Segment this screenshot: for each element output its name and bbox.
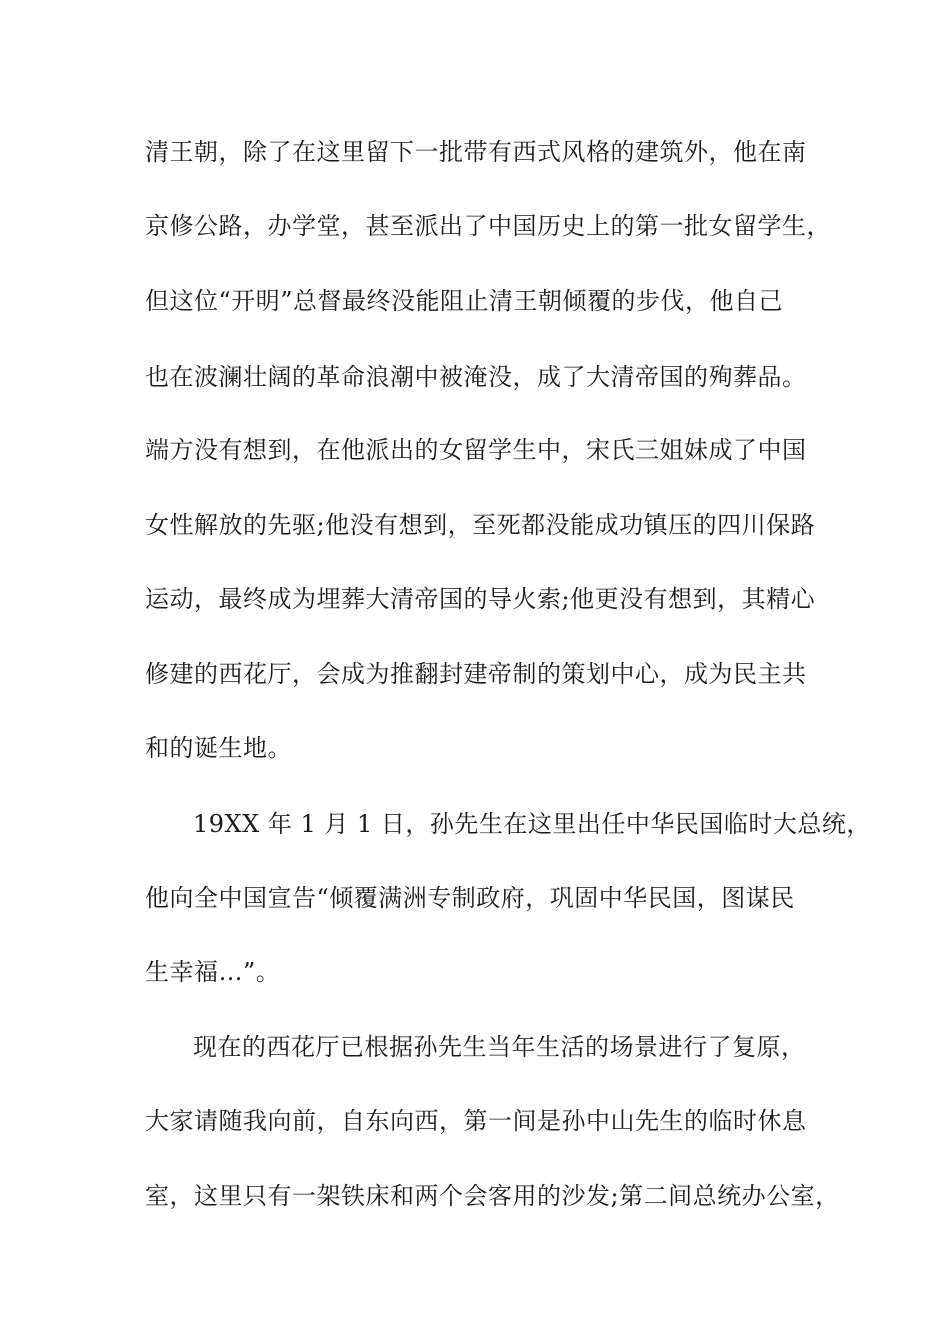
paragraph-line: 但这位“开明”总督最终没能阻止清王朝倾覆的步伐，他自己 [145, 287, 784, 315]
paragraph-line: 生幸福…”。 [145, 958, 281, 986]
paragraph-line: 现在的西花厅已根据孙先生当年生活的场景进行了复原， [193, 1033, 806, 1061]
paragraph-line: 端方没有想到，在他派出的女留学生中，宋氏三姐妹成了中国 [145, 436, 807, 464]
paragraph-line: 运动，最终成为埋葬大清帝国的导火索;他更没有想到，其精心 [145, 585, 816, 613]
paragraph-line: 19XX 年 1 月 1 日，孙先生在这里出任中华民国临时大总统， [193, 810, 871, 838]
paragraph-line: 室，这里只有一架铁床和两个会客用的沙发;第二间总统办公室， [145, 1182, 840, 1210]
paragraph-line: 清王朝，除了在这里留下一批带有西式风格的建筑外，他在南 [145, 138, 807, 166]
paragraph-line: 他向全中国宣告“倾覆满洲专制政府，巩固中华民国，图谋民 [145, 884, 795, 912]
paragraph-line: 京修公路，办学堂，甚至派出了中国历史上的第一批女留学生， [145, 212, 831, 240]
paragraph-line: 女性解放的先驱;他没有想到，至死都没能成功镇压的四川保路 [145, 511, 816, 539]
paragraph-line: 也在波澜壮阔的革命浪潮中被淹没，成了大清帝国的殉葬品。 [145, 363, 807, 391]
paragraph-line: 修建的西花厅，会成为推翻封建帝制的策划中心，成为民主共 [145, 660, 807, 688]
paragraph-line: 大家请随我向前，自东向西，第一间是孙中山先生的临时休息 [145, 1107, 807, 1135]
paragraph-line: 和的诞生地。 [145, 734, 292, 762]
